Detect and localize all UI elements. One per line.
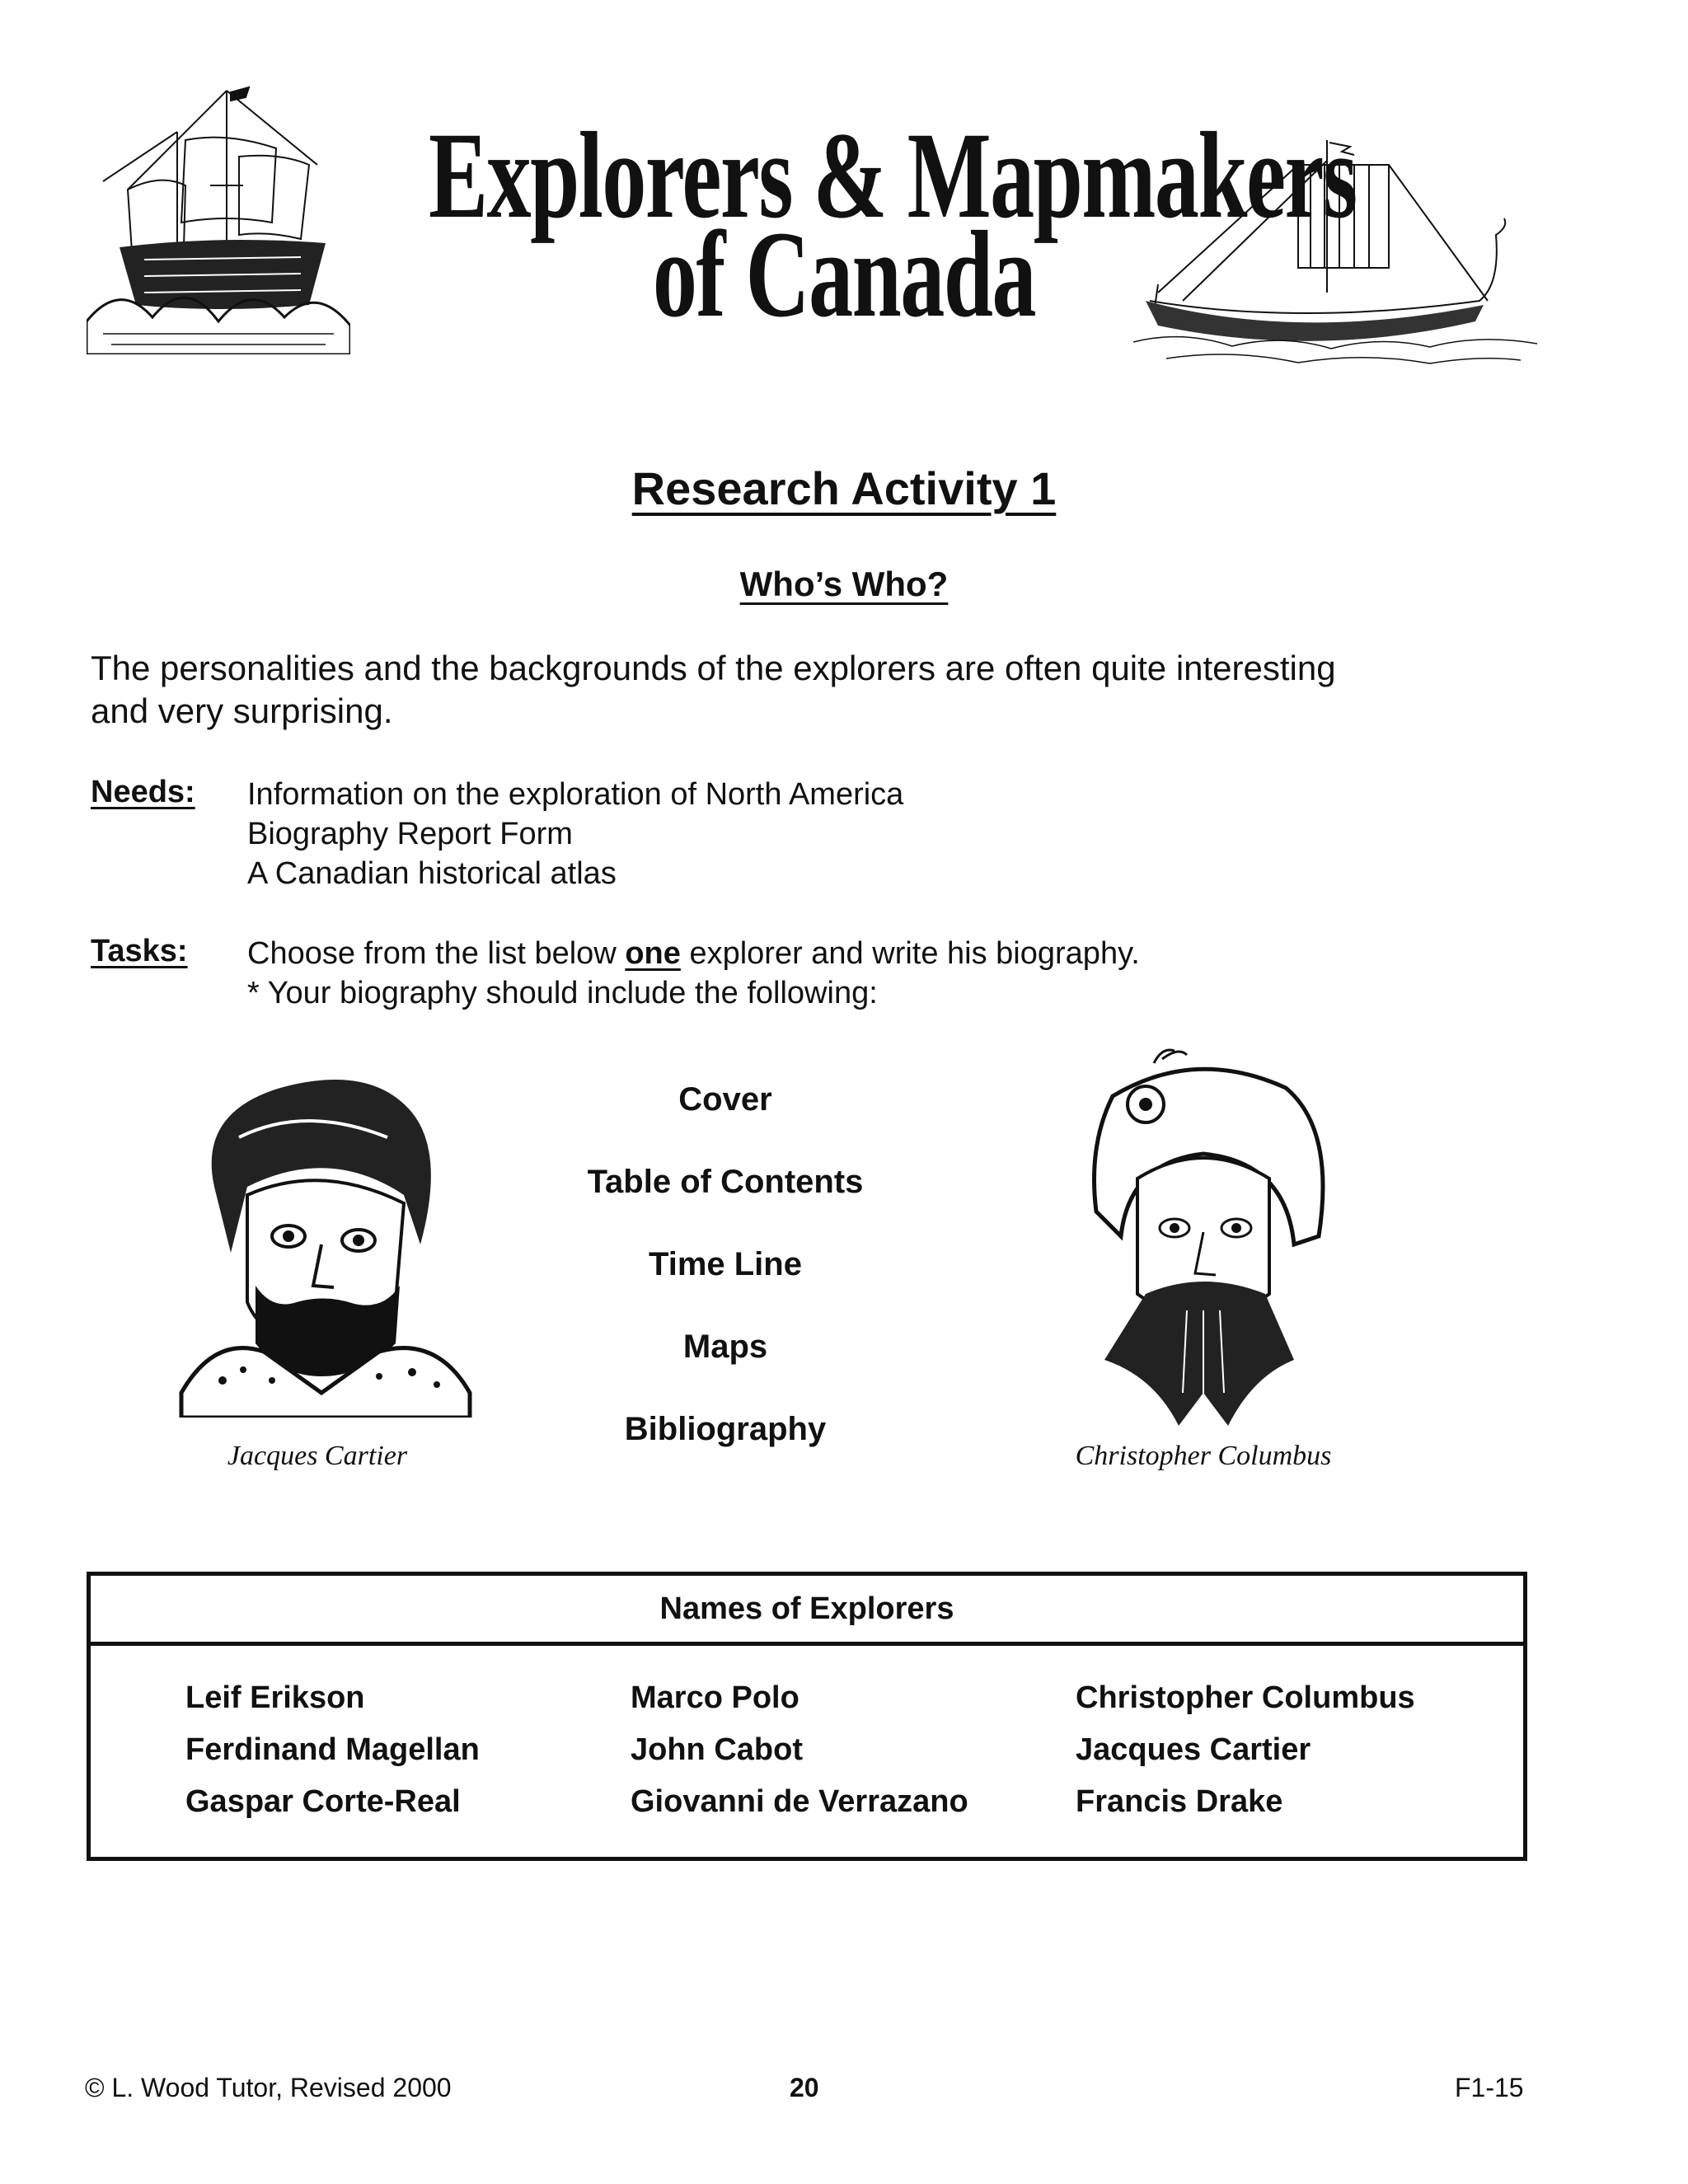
document-title-line1: Explorers & Mapmakers (429, 107, 1357, 244)
left-portrait-caption: Jacques Cartier (227, 1441, 408, 1471)
tasks-text (247, 934, 1140, 1013)
activity-title: Research Activity 1 (631, 462, 1057, 514)
biography-part: Table of Contents (587, 1164, 864, 1200)
needs-item: Biography Report Form (247, 817, 573, 851)
explorer-name: Gaspar Corte-Real (185, 1784, 461, 1819)
galleon-ship-icon (87, 82, 350, 354)
explorer-name: John Cabot (631, 1732, 803, 1767)
tasks-label: Tasks: (91, 934, 188, 968)
explorer-name: Francis Drake (1076, 1784, 1283, 1819)
needs-item: Information on the exploration of North America (247, 777, 904, 812)
task-line: Choose from the list below one explorer and write his biography. (247, 936, 1140, 971)
intro-paragraph (91, 647, 1541, 733)
explorer-name: Giovanni de Verrazano (631, 1784, 968, 1819)
biography-part: Time Line (649, 1246, 802, 1282)
intro-line: The personalities and the backgrounds of the explorers are often quite interesting (91, 649, 1336, 687)
biography-part: Cover (678, 1081, 772, 1118)
explorers-table-body (91, 1646, 1523, 1820)
footer-copyright: © L. Wood Tutor, Revised 2000 (85, 2073, 452, 2102)
right-portrait-caption: Christopher Columbus (1075, 1441, 1332, 1471)
explorers-table (87, 1572, 1527, 1861)
footer-page-number: 20 (790, 2073, 819, 2102)
needs-label: Needs: (91, 775, 195, 809)
christopher-columbus-portrait (1071, 1047, 1335, 1434)
explorer-name: Ferdinand Magellan (185, 1732, 480, 1767)
explorer-name: Christopher Columbus (1076, 1680, 1415, 1715)
intro-line: and very surprising. (91, 691, 393, 730)
needs-item: A Canadian historical atlas (247, 856, 617, 891)
needs-list (247, 775, 903, 893)
explorer-name: Jacques Cartier (1076, 1732, 1311, 1767)
jacques-cartier-portrait (165, 1063, 478, 1418)
activity-subtitle: Who’s Who? (739, 565, 949, 603)
task-line: * Your biography should include the following: (247, 976, 878, 1010)
explorers-table-heading: Names of Explorers (91, 1576, 1523, 1646)
explorer-name: Leif Erikson (185, 1680, 365, 1715)
biography-part: Bibliography (624, 1411, 827, 1447)
explorer-name: Marco Polo (631, 1680, 799, 1715)
footer-code: F1-15 (1455, 2073, 1524, 2102)
biography-part: Maps (682, 1329, 768, 1365)
document-title-line2: of Canada (652, 206, 1036, 343)
